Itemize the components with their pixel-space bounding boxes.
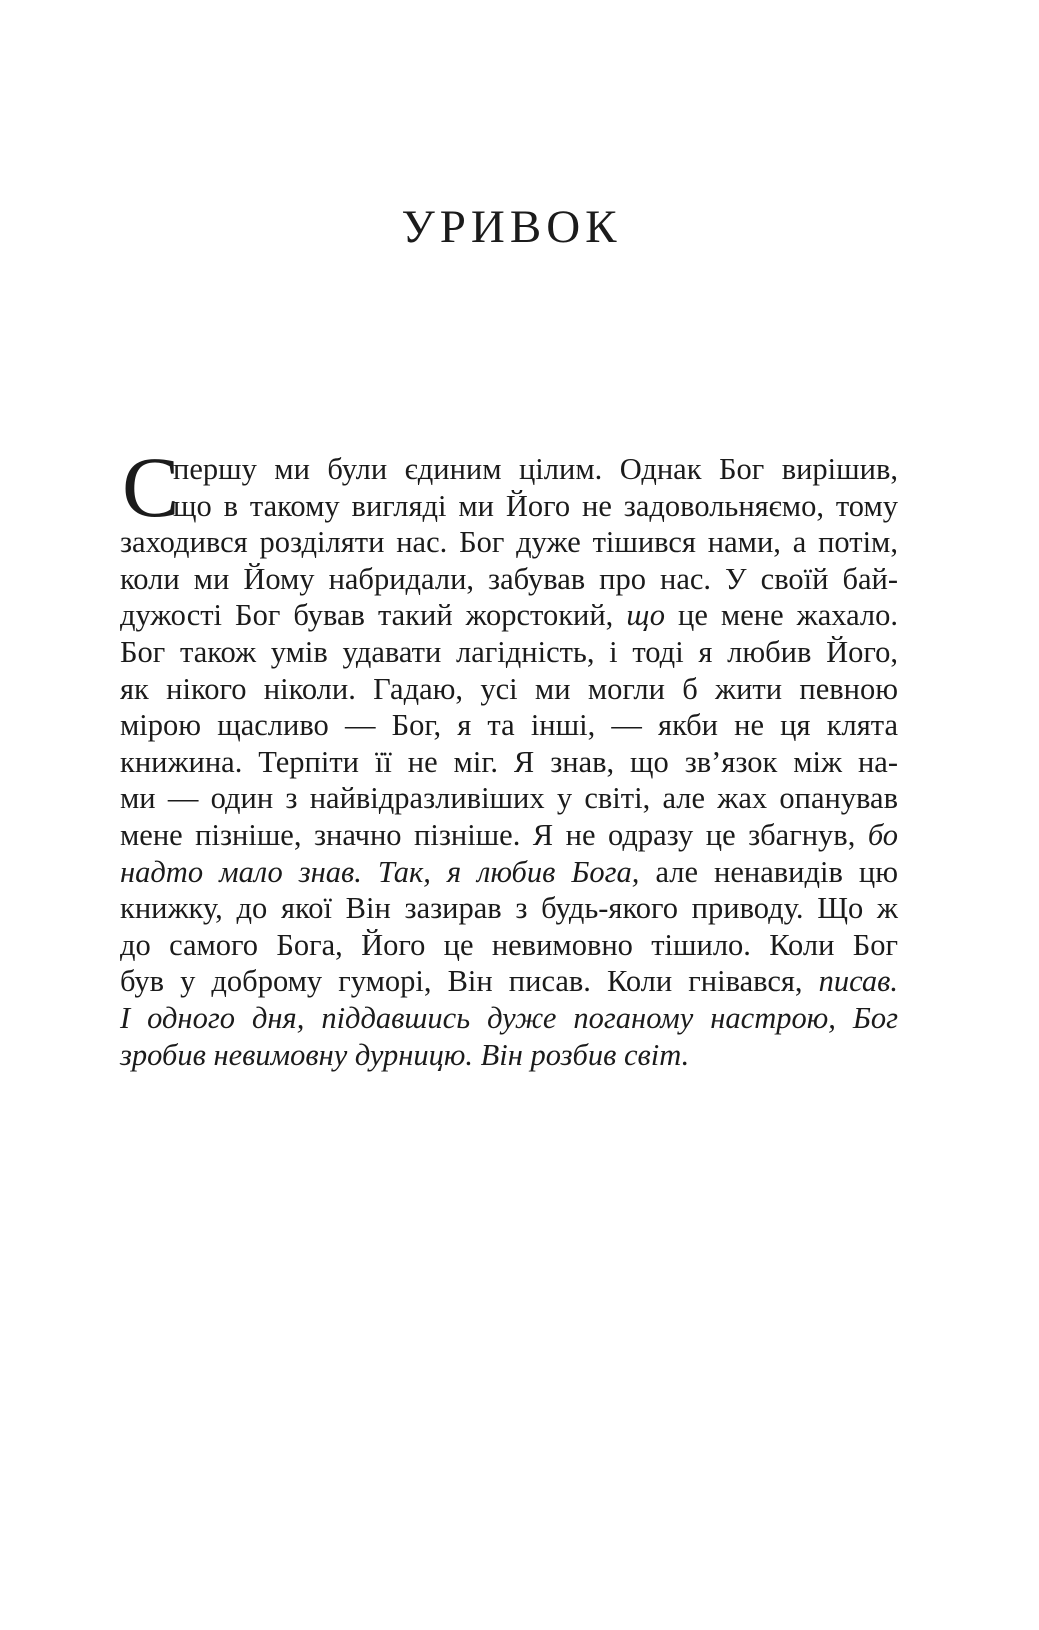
text-segment: книжина. Терпіти її не міг. Я знав, що зв’язок між на- <box>120 744 898 779</box>
text-line <box>120 671 898 708</box>
text-line <box>120 451 898 488</box>
text-segment-italic: бо <box>867 817 898 852</box>
text-line <box>120 634 898 671</box>
text-segment: мірою щасливо — Бог, я та інші, — якби не ця клята <box>120 708 898 743</box>
text-segment: до самого Бога, Його це невимовно тішило. Коли Бог <box>120 927 898 962</box>
text-segment-italic: зробив невимовну дурницю. Він розбив світ. <box>120 1037 690 1072</box>
text-segment-italic: що <box>626 598 665 633</box>
text-line <box>120 854 898 891</box>
text-segment: мене пізніше, значно пізніше. Я не одразу це збагнув, <box>120 817 868 852</box>
text-line <box>120 817 898 854</box>
text-segment: дужості Бог бував такий жорстокий, <box>120 598 627 633</box>
text-segment: книжку, до якої Він зазирав з будь-якого приводу. Що ж <box>120 891 898 926</box>
page-title: УРИВОК <box>401 201 622 253</box>
text-segment: заходився розділяти нас. Бог дуже тішився нами, а потім, <box>120 525 898 560</box>
text-segment: це мене жахало. <box>664 598 898 633</box>
text-line <box>120 963 898 1000</box>
drop-cap: С <box>122 439 180 535</box>
text-segment: Бог також умів удавати лагідність, і тоді я любив Його, <box>120 634 898 669</box>
text-segment-italic: писав. <box>818 964 898 999</box>
text-line <box>120 780 898 817</box>
text-line <box>120 561 898 598</box>
text-segment: як нікого ніколи. Гадаю, усі ми могли б жити певною <box>120 671 898 706</box>
text-line <box>120 890 898 927</box>
text-line <box>120 488 898 525</box>
text-line <box>120 707 898 744</box>
text-line <box>120 1000 898 1037</box>
text-segment: першу ми були єдиним цілим. Однак Бог вирішив, <box>173 452 898 486</box>
text-line <box>120 597 898 634</box>
text-segment: але ненавидів цю <box>639 854 898 889</box>
text-line <box>120 927 898 964</box>
text-segment: що в такому вигляді ми Його не задовольняємо, тому <box>173 488 898 523</box>
text-segment-italic: надто мало знав. Так, я любив Бога, <box>120 854 640 889</box>
text-line <box>120 744 898 781</box>
text-segment-italic: І одного дня, піддавшись дуже поганому настрою, Бог <box>120 1000 898 1035</box>
text-segment: коли ми Йому набридали, забував про нас. У своїй бай- <box>120 561 898 596</box>
text-segment: був у доброму гуморі, Він писав. Коли гнівався, <box>120 964 819 999</box>
text-line <box>120 524 898 561</box>
text-segment: ми — один з найвідразливіших у світі, але жах опанував <box>120 781 898 816</box>
text-line <box>120 1037 898 1074</box>
excerpt-paragraph <box>120 439 898 1073</box>
